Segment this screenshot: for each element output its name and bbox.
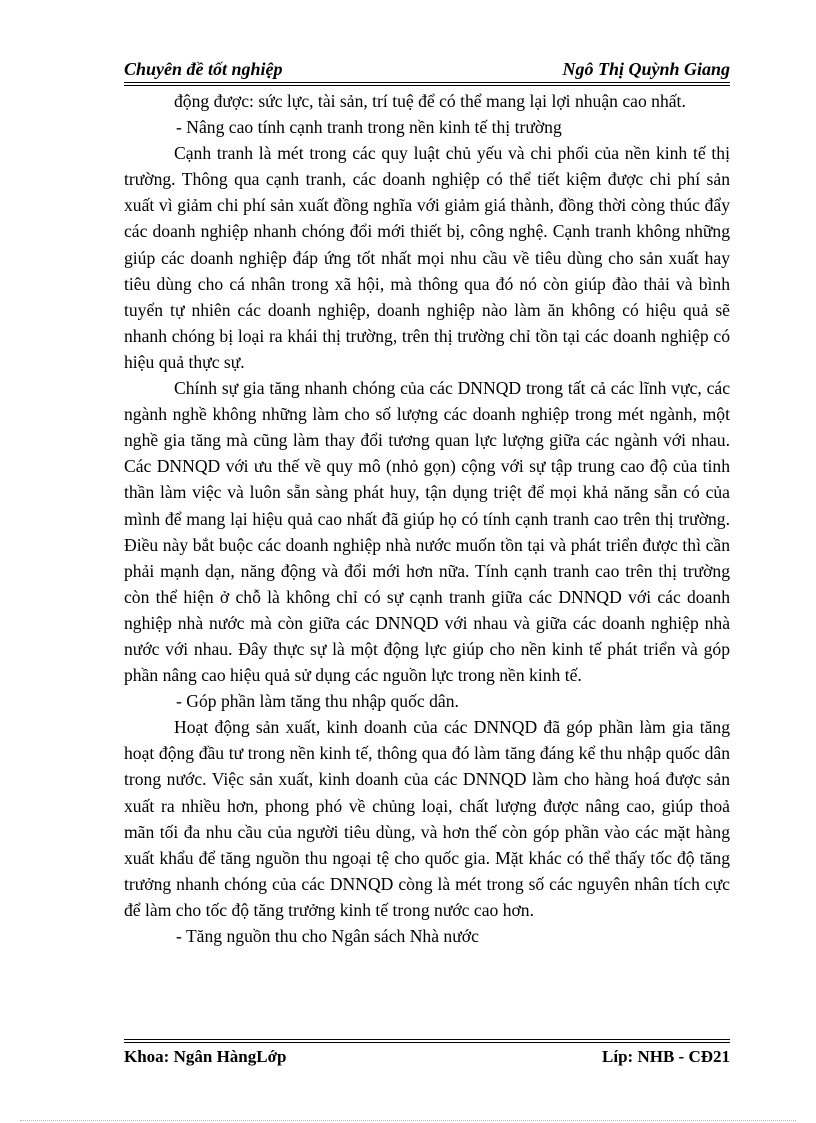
footer-divider xyxy=(124,1039,730,1040)
paragraph-competition: Cạnh tranh là mét trong các quy luật chủ yếu và chi phối của nền kinh tế thị trường. Thông qua cạnh tranh, các doanh nghiệp có thể tiết kiệm được chi phí sản xuất vì giảm chi phí sản xuất đồng nghĩa với giảm giá thành, đồng thời còng thúc đẩy các doanh nghiệp nhanh chóng đổi mới thiết bị, công nghệ. Cạnh tranh không những giúp các doanh nghiệp đáp ứng tốt nhất mọi nhu cầu về tiêu dùng cho sản xuất hay tiêu dùng cho cá nhân trong xã hội, mà thông qua đó nó còn giúp đào thải và bình tuyển tự nhiên các doanh nghiệp, doanh nghiệp nào làm ăn không có hiệu quả sẽ nhanh chóng bị loại ra khái thị trường, trên thị trường chỉ tồn tại các doanh nghiệp có hiệu quả thực sự. xyxy=(124,143,730,372)
page-footer xyxy=(124,1044,730,1070)
header-author: Ngô Thị Quỳnh Giang xyxy=(562,59,730,79)
header-title: Chuyên đề tốt nghiệp xyxy=(124,59,283,79)
page-header xyxy=(124,56,730,83)
paragraph-continuation: động được: sức lực, tài sản, trí tuệ để có thể mang lại lợi nhuận cao nhất. xyxy=(174,91,686,111)
bullet-competitiveness: - Nâng cao tính cạnh tranh trong nền kinh tế thị trường xyxy=(176,117,562,138)
document-body xyxy=(124,88,730,949)
bullet-state-budget: - Tăng nguồn thu cho Ngân sách Nhà nước xyxy=(176,926,479,946)
page-edge-divider xyxy=(20,1120,796,1121)
bullet-national-income: - Góp phần làm tăng thu nhập quốc dân. xyxy=(176,691,459,712)
header-divider xyxy=(124,85,730,86)
paragraph-production: Hoạt động sản xuất, kinh doanh của các DNNQD đã góp phần làm gia tăng hoạt động đầu tư trong nền kinh tế, thông qua đó làm tăng đáng kể thu nhập quốc dân trong nước. Việc sản xuất, kinh doanh của các DNNQD làm cho hàng hoá được sản xuất ra nhiều hơn, phong phó về chủng loại, chất lượng được nâng cao, giúp thoả mãn tối đa nhu cầu của người tiêu dùng, và hơn thế còn góp phần vào các mặt hàng xuất khẩu để tăng nguồn thu ngoại tệ cho quốc gia. Mặt khác có thể thấy tốc độ tăng trưởng nhanh chóng của các DNNQD còng là mét trong số các nguyên nhân tích cực để làm cho tốc độ tăng trưởng kinh tế trong nước cao hơn. xyxy=(124,717,730,920)
footer-divider-2 xyxy=(124,1042,730,1043)
footer-faculty: Khoa: Ngân HàngLớp xyxy=(124,1047,287,1066)
paragraph-dnnqd-growth: Chính sự gia tăng nhanh chóng của các DNNQD trong tất cả các lĩnh vực, các ngành nghề không những làm cho số lượng các doanh nghiệp trong mét ngành, một nghề gia tăng mà cũng làm thay đổi tương quan lực lượng giữa các ngành với nhau. Các DNNQD với ưu thế về quy mô (nhỏ gọn) cộng với sự tập trung cao độ của tinh thần làm việc và luôn sẵn sàng phát huy, tận dụng triệt để mọi khả năng sẵn có của mình để mang lại hiệu quả cao nhất đã giúp họ có tính cạnh tranh cao trên thị trường. Điều này bắt buộc các doanh nghiệp nhà nước muốn tồn tại và phát triển được thì cần phải mạnh dạn, năng động và đổi mới hơn nữa. Tính cạnh tranh cao trên thị trường còn thể hiện ở chỗ là không chỉ có sự cạnh tranh giữa các DNNQD với các doanh nghiệp nhà nước mà còn giữa các DNNQD với nhau và giữa các doanh nghiệp nhà nước với nhau. Đây thực sự là một động lực giúp cho nền kinh tế phát triển và góp phần nâng cao hiệu quả sử dụng các nguồn lực trong nền kinh tế. xyxy=(124,378,730,686)
footer-class: Líp: NHB - CĐ21 xyxy=(602,1047,730,1066)
